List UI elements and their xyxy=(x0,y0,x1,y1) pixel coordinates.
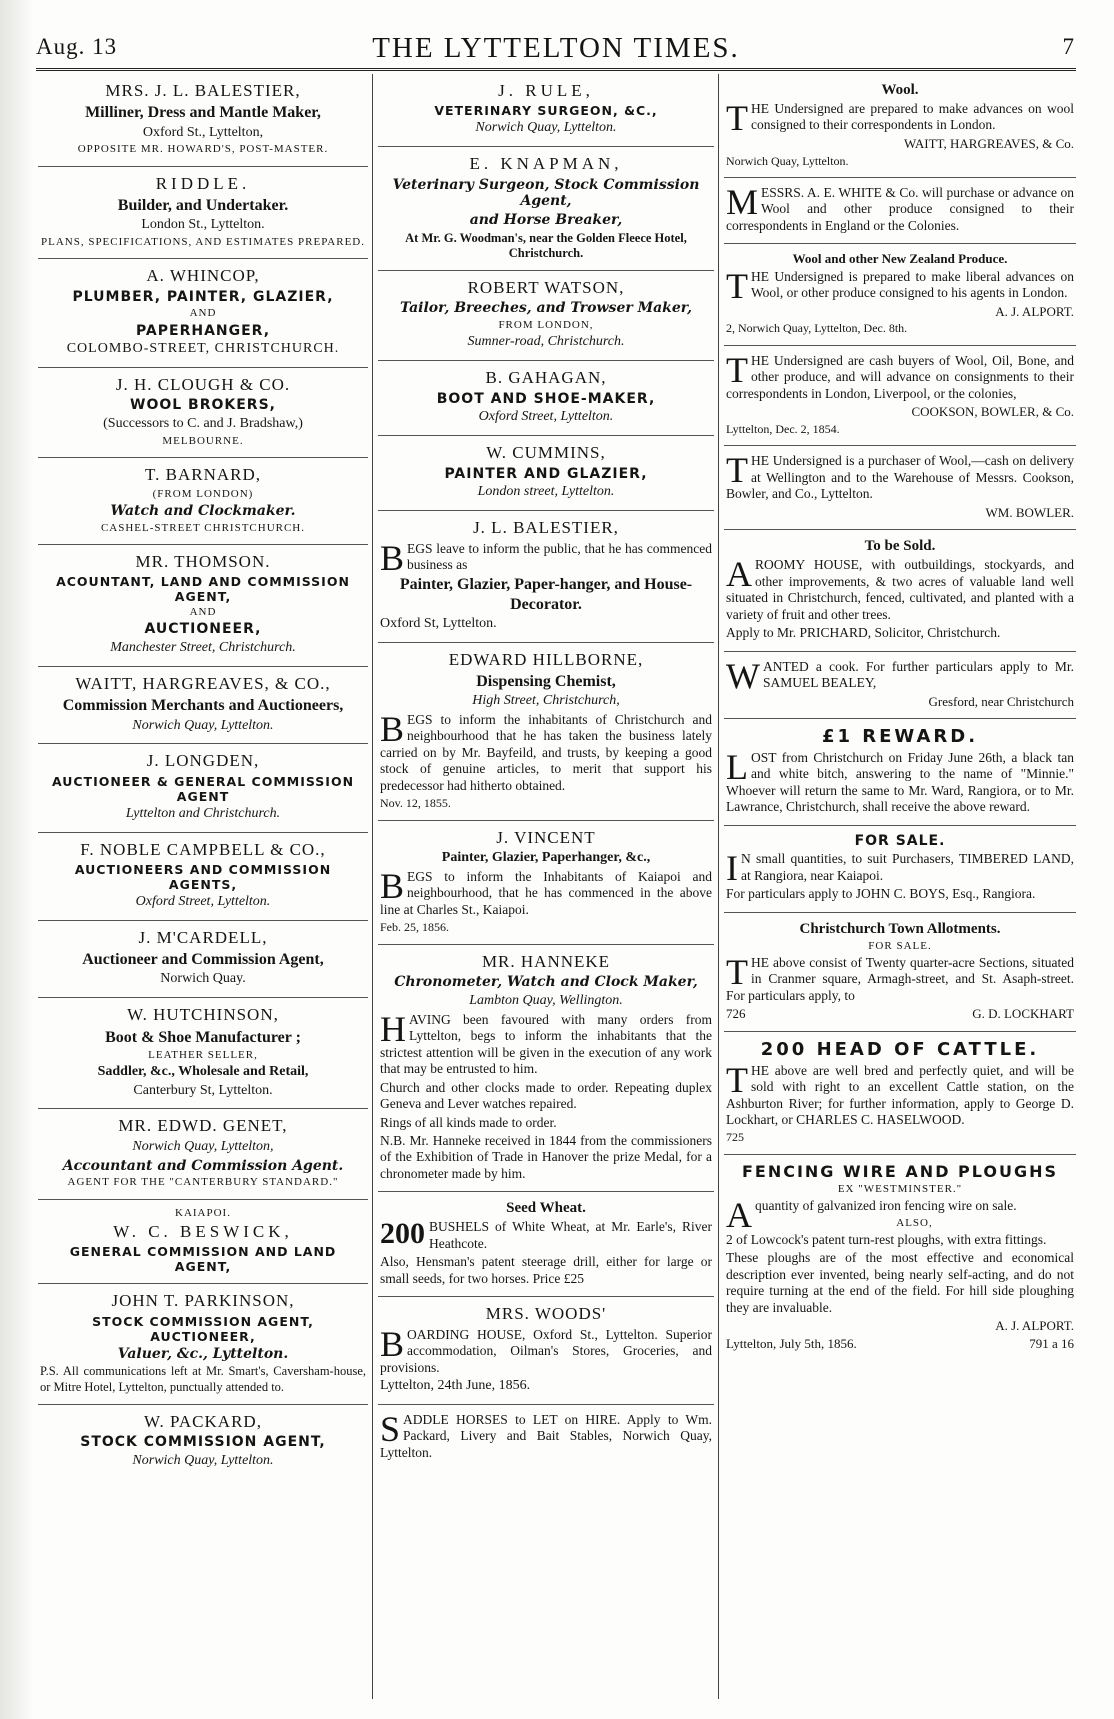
advert-line: Saddler, &c., Wholesale and Retail, xyxy=(97,1063,309,1079)
advert-name: WAITT, HARGREAVES, & CO., xyxy=(75,674,331,693)
advert-line: Watch and Clockmaker. xyxy=(110,502,296,519)
advert-signature: A. J. ALPORT. xyxy=(995,1318,1074,1334)
advert-name: J. M'CARDELL, xyxy=(138,927,268,947)
advert-line: Norwich Quay. xyxy=(160,971,246,987)
advert-line: Dispensing Chemist, xyxy=(476,673,616,690)
advert-waitt-hargreaves xyxy=(38,667,368,744)
advert-line: COLOMBO-STREET, CHRISTCHURCH. xyxy=(66,341,340,357)
advert-name: W. C. BESWICK, xyxy=(113,1221,293,1241)
advert-knapman xyxy=(378,147,714,271)
advert-text: Aquantity of galvanized iron fencing wire on sale. xyxy=(726,1195,1017,1236)
advert-line: PAINTER AND GLAZIER, xyxy=(444,465,648,482)
advert-line: AUCTIONEERS AND COMMISSION AGENTS, xyxy=(74,861,332,892)
advert-bowler xyxy=(724,446,1076,530)
newspaper-title: THE LYTTELTON TIMES. xyxy=(372,32,740,64)
advert-line: AGENT FOR THE "CANTERBURY STANDARD." xyxy=(67,1176,339,1189)
advert-text: SADDLE HORSES to LET on HIRE. Apply to Wm. Packard, Livery and Bait Stables, Norwich Quay, Lyttelton. xyxy=(380,1408,712,1460)
advert-cummins xyxy=(378,436,714,511)
advert-line: AUCTIONEER, xyxy=(144,621,262,638)
advert-text: AROOMY HOUSE, with outbuildings, stockyards, and other improvements, & two acres of valuable land well situated in Christchurch, fenced, cultivated, and planted with a variety of fruit and other trees. xyxy=(726,554,1074,622)
advert-text: BUSHELS of White Wheat, at Mr. Earle's, River Heathcote. xyxy=(429,1219,712,1251)
advert-name: E. KNAPMAN, xyxy=(469,154,623,174)
advert-name: J. H. CLOUGH & CO. xyxy=(115,375,291,395)
advert-name: J. L. BALESTIER, xyxy=(473,518,619,538)
advert-beswick xyxy=(38,1200,368,1285)
advert-name: ROBERT WATSON, xyxy=(467,277,625,297)
advert-house-for-sale xyxy=(724,530,1076,651)
advert-signature: G. D. LOCKHART xyxy=(972,1006,1074,1022)
advert-signature: A. J. ALPORT. xyxy=(995,303,1074,319)
advert-text: LOST from Christchurch on Friday June 26th, a black tan and white bitch, answering to the name of "Minnie." Whoever will return the same to Mr. Ward, Rangiora, or to Mr. Lawrance, Christchurch, shall receive the above reward. xyxy=(726,746,1074,815)
advert-line: AND xyxy=(189,307,217,320)
advert-text: THE Undersigned are cash buyers of Wool, Oil, Bone, and other produce, and will advance on consignments to their correspondents in London, Liverpool, or the colonies, xyxy=(726,349,1074,401)
advert-line: STOCK COMMISSION AGENT, xyxy=(80,1434,326,1451)
advert-line: Oxford Street, Lyttelton. xyxy=(135,893,271,909)
advert-riddle xyxy=(38,167,368,260)
advert-hanneke xyxy=(378,945,714,1193)
advert-line: ACOUNTANT, LAND AND COMMISSION AGENT, xyxy=(56,574,350,605)
advert-date: Feb. 25, 1856. xyxy=(380,920,449,935)
advert-heading: Wool and other New Zealand Produce. xyxy=(792,251,1008,267)
advert-name: W. CUMMINS, xyxy=(486,443,606,463)
advert-line: High Street, Christchurch, xyxy=(472,693,620,709)
advert-seed-wheat xyxy=(378,1192,714,1297)
advert-name: RIDDLE. xyxy=(155,173,251,193)
advert-rule xyxy=(378,74,714,147)
advert-line: AND xyxy=(189,606,217,619)
advert-line: and Horse Breaker, xyxy=(469,212,623,229)
advert-clough xyxy=(38,368,368,458)
advert-text: THE Undersigned is prepared to make liberal advances on Wool, or other produce consigned to his agents in London. xyxy=(726,265,1074,306)
advert-line: Chronometer, Watch and Clock Maker, xyxy=(394,974,698,991)
advert-name: W. HUTCHINSON, xyxy=(127,1005,279,1025)
advert-packard xyxy=(38,1405,368,1479)
advert-line: Sumner-road, Christchurch. xyxy=(467,334,625,350)
advert-line: Accountant and Commission Agent. xyxy=(62,1157,344,1174)
advert-line: Manchester Street, Christchurch. xyxy=(110,640,296,656)
advert-name: MRS. WOODS' xyxy=(485,1304,607,1324)
advert-heading: To be Sold. xyxy=(864,538,936,555)
advert-text: P.S. All communications left at Mr. Smart's, Caversham-house, or Mitre Hotel, Lyttelton, punctually attended to. xyxy=(40,1364,366,1394)
advert-text: 2 of Lowcock's patent turn-rest ploughs, with extra fittings. xyxy=(726,1231,1047,1247)
advert-line: VETERINARY SURGEON, &C., xyxy=(434,103,658,119)
advert-line: Norwich Quay, Lyttelton. xyxy=(132,717,274,733)
advert-number: 200 xyxy=(380,1217,425,1251)
advert-name: MR. THOMSON. xyxy=(135,551,271,571)
advert-line: LEATHER SELLER, xyxy=(148,1048,258,1061)
advert-text: THE Undersigned is a purchaser of Wool,—cash on delivery at Wellington and to the Warehouse of Messrs. Cookson, Bowler, and Co., Lyttelton. xyxy=(726,450,1074,502)
advert-text: THE above are well bred and perfectly quiet, and will be sold with right to an excellent Cattle station, on the Ashburton River; for further information, apply to George D. Lockhart, or CHARLES C. HASELWOOD. xyxy=(726,1059,1074,1127)
advert-vincent xyxy=(378,821,714,945)
advert-name: JOHN T. PARKINSON, xyxy=(111,1291,295,1311)
advert-signature: WM. BOWLER. xyxy=(985,504,1074,520)
advert-white xyxy=(724,178,1076,244)
column-middle xyxy=(378,74,714,1699)
advert-signature: COOKSON, BOWLER, & Co. xyxy=(911,404,1074,420)
advert-line: ALSO, xyxy=(896,1216,933,1229)
advert-line: Oxford St, Lyttelton. xyxy=(380,615,497,631)
advert-line: Painter, Glazier, Paperhanger, &c., xyxy=(441,850,651,866)
advert-text: THE above consist of Twenty quarter-acre Sections, situated in Cranmer square, Armagh-street, and St. Asaph-street. For particulars apply, to xyxy=(726,951,1074,1003)
advert-date: Lyttelton, Dec. 2, 1854. xyxy=(726,421,840,436)
advert-subheading: FOR SALE. xyxy=(868,939,932,952)
advert-date: Lyttelton, 24th June, 1856. xyxy=(380,1378,531,1394)
advert-name: B. GAHAGAN, xyxy=(485,368,607,388)
advert-name: A. WHINCOP, xyxy=(146,266,260,286)
advert-line: London street, Lyttelton. xyxy=(477,484,615,500)
masthead xyxy=(36,28,1076,71)
advert-line: Canterbury St, Lyttelton. xyxy=(133,1082,273,1098)
advert-name: W. PACKARD, xyxy=(144,1411,262,1431)
advert-text: These ploughs are of the most effective and economical description ever invented, being nearly self-acting, and do not require turning at the end of the field. For hill side ploughing they are invaluable. xyxy=(726,1250,1074,1315)
advert-line: Tailor, Breeches, and Trowser Maker, xyxy=(399,300,693,317)
advert-line: Boot & Shoe Manufacturer ; xyxy=(105,1028,301,1046)
advert-date: Nov. 12, 1855. xyxy=(380,796,451,811)
advert-text: BEGS leave to inform the public, that he has commenced business as xyxy=(380,537,712,578)
advert-name: J. LONGDEN, xyxy=(146,751,260,771)
advert-whincop xyxy=(38,259,368,368)
advert-line: WOOL BROKERS, xyxy=(130,397,276,414)
advert-text: THE Undersigned are prepared to make advances on wool consigned to their correspondents in London. xyxy=(726,98,1074,138)
advert-line: Builder, and Undertaker. xyxy=(117,196,289,214)
advert-name: MR. EDWD. GENET, xyxy=(118,1116,288,1136)
advert-line: GENERAL COMMISSION AND LAND AGENT, xyxy=(69,1244,337,1275)
advert-line: Veterinary Surgeon, Stock Commission Agent, xyxy=(392,176,700,210)
advert-line: At Mr. G. Woodman's, near the Golden Fleece Hotel, Christchurch. xyxy=(405,230,687,260)
advert-line: Valuer, &c., Lyttelton. xyxy=(117,1345,289,1362)
advert-woods xyxy=(378,1297,714,1405)
advert-text: BEGS to inform the Inhabitants of Kaiapoi and neighbourhood, that he has commenced in the above line at Charles St., Kaiapoi. xyxy=(380,865,712,917)
advert-line: Commission Merchants and Auctioneers, xyxy=(62,697,344,715)
advert-reward xyxy=(724,719,1076,825)
advert-line: PLUMBER, PAINTER, GLAZIER, xyxy=(72,288,334,305)
advert-mccardell xyxy=(38,921,368,998)
advert-name: T. BARNARD, xyxy=(145,465,261,485)
advert-signature: Gresford, near Christchurch xyxy=(928,693,1074,709)
advert-heading: FENCING WIRE AND PLOUGHS xyxy=(741,1161,1059,1181)
advert-genet xyxy=(38,1109,368,1199)
advert-campbell xyxy=(38,833,368,921)
advert-line: Norwich Quay, Lyttelton. xyxy=(132,1453,274,1469)
advert-line: CASHEL-STREET CHRISTCHURCH. xyxy=(100,521,306,534)
advert-line: BOOT AND SHOE-MAKER, xyxy=(436,390,656,407)
advert-number: 725 xyxy=(726,1130,744,1145)
advert-parkinson xyxy=(38,1284,368,1405)
page-number: 7 xyxy=(1062,34,1074,59)
advert-name: MRS. J. L. BALESTIER, xyxy=(105,81,301,100)
advert-text: MESSRS. A. E. WHITE & Co. will purchase or advance on Wool and other produce consigned to their correspondents in England or the Colonies. xyxy=(726,181,1074,233)
advert-cookson xyxy=(724,346,1076,446)
advert-line: Oxford Street, Lyttelton. xyxy=(478,409,614,425)
advert-line: PAPERHANGER, xyxy=(135,322,271,339)
advert-line: Oxford St., Lyttelton, xyxy=(142,124,264,140)
advert-date: 2, Norwich Quay, Lyttelton, Dec. 8th. xyxy=(726,321,908,336)
advert-line: (FROM LONDON) xyxy=(152,487,254,500)
advert-line: OPPOSITE MR. HOWARD'S, POST-MASTER. xyxy=(77,143,329,156)
advert-heading: 200 HEAD OF CATTLE. xyxy=(760,1038,1040,1060)
column-rule xyxy=(372,74,373,1699)
advert-line: Auctioneer and Commission Agent, xyxy=(82,951,324,969)
advert-heading: Seed Wheat. xyxy=(506,1200,586,1217)
advert-line: FROM LONDON, xyxy=(498,319,594,332)
advert-text: Church and other clocks made to order. Repeating duplex Geneva and Lever watches repaired. xyxy=(380,1079,712,1112)
advert-text: Rings of all kinds made to order. xyxy=(380,1114,557,1130)
advert-text: BEGS to inform the inhabitants of Christchurch and neighbourhood that he has taken the business lately carried on by Mr. Bayfeild, and trusts, by keeping a good stock of genuine articles, to merit that support his predecessor had hitherto obtained. xyxy=(380,708,712,793)
advert-saddle-horses xyxy=(378,1405,714,1470)
advert-line: KAIAPOI. xyxy=(175,1206,231,1219)
advert-town-allotments xyxy=(724,913,1076,1032)
advert-text: WANTED a cook. For further particulars apply to Mr. SAMUEL BEALEY, xyxy=(726,655,1074,696)
advert-name: MR. HANNEKE xyxy=(481,951,611,971)
advert-text: Apply to Mr. PRICHARD, Solicitor, Christchurch. xyxy=(726,625,1001,641)
advert-text: N.B. Mr. Hanneke received in 1844 from the commissioners of the Exhibition of Trade in Hanover the prize Medal, for a chronometer made by him. xyxy=(380,1132,712,1181)
advert-line: STOCK COMMISSION AGENT, AUCTIONEER, xyxy=(92,1313,314,1344)
advert-watson xyxy=(378,271,714,361)
advert-line: Norwich Quay, Lyttelton, xyxy=(132,1138,274,1154)
advert-hutchinson xyxy=(38,998,368,1109)
issue-date: Aug. 13 xyxy=(36,34,118,59)
advert-fencing-wire xyxy=(724,1155,1076,1361)
advert-wanted-cook xyxy=(724,652,1076,720)
advert-number: 726 xyxy=(726,1006,746,1022)
advert-hillborne xyxy=(378,643,714,821)
advert-heading: Wool. xyxy=(881,82,919,98)
advert-text: Also, Hensman's patent steerage drill, either for large or small seeds, for two horses. Price £25 xyxy=(380,1254,712,1286)
advert-line: London St., Lyttelton. xyxy=(141,217,265,233)
advert-name: F. NOBLE CAMPBELL & CO., xyxy=(80,839,326,859)
advert-balestier-milliner xyxy=(38,74,368,167)
advert-name: EDWARD HILLBORNE, xyxy=(448,649,644,669)
advert-number: 791 a 16 xyxy=(1029,1335,1074,1351)
advert-name: J. RULE, xyxy=(498,81,594,100)
advert-line: AUCTIONEER & GENERAL COMMISSION AGENT xyxy=(51,773,355,804)
advert-date: Lyttelton, July 5th, 1856. xyxy=(726,1335,857,1351)
advert-line: Milliner, Dress and Mantle Maker, xyxy=(85,104,321,122)
advert-nz-produce xyxy=(724,244,1076,346)
advert-subheading: EX "WESTMINSTER." xyxy=(837,1183,963,1196)
advert-date: Norwich Quay, Lyttelton. xyxy=(726,153,849,168)
advert-line: Painter, Glazier, Paper-hanger, and House-Decorator. xyxy=(399,576,693,613)
advert-line: Norwich Quay, Lyttelton. xyxy=(475,120,617,136)
advert-line: MELBOURNE. xyxy=(162,435,244,448)
advert-longden xyxy=(38,744,368,832)
advert-text: IN small quantities, to suit Purchasers, TIMBERED LAND, at Rangiora, near Kaiapoi. xyxy=(726,848,1074,889)
advert-text: HAVING been favoured with many orders from Lyttelton, begs to inform the inhabitants that the strictest attention will be given in the execution of any work that may be entrusted to him. xyxy=(380,1008,712,1077)
advert-line: Lyttelton and Christchurch. xyxy=(125,805,281,821)
advert-signature: WAITT, HARGREAVES, & Co. xyxy=(904,135,1074,151)
column-right xyxy=(724,74,1076,1699)
advert-gahagan xyxy=(378,361,714,436)
advert-thomson xyxy=(38,545,368,667)
advert-heading: FOR SALE. xyxy=(854,832,946,849)
column-rule xyxy=(718,74,719,1699)
advert-barnard xyxy=(38,458,368,545)
advert-balestier-painter xyxy=(378,511,714,643)
advert-heading: Christchurch Town Allotments. xyxy=(799,920,1001,937)
advert-line: PLANS, SPECIFICATIONS, AND ESTIMATES PREPARED. xyxy=(40,235,365,248)
advert-heading: £1 REWARD. xyxy=(821,726,979,748)
advert-line: (Successors to C. and J. Bradshaw,) xyxy=(103,416,303,432)
advert-text: For particulars apply to JOHN C. BOYS, Esq., Rangiora. xyxy=(726,886,1036,902)
column-left xyxy=(38,74,368,1699)
advert-text: BOARDING HOUSE, Oxford St., Lyttelton. Superior accommodation, Oilman's Stores, Groceries, and provisions. xyxy=(380,1323,712,1375)
advert-name: J. VINCENT xyxy=(496,827,596,847)
advert-wool xyxy=(724,74,1076,178)
advert-timbered-land xyxy=(724,826,1076,913)
advert-cattle xyxy=(724,1032,1076,1155)
advert-line: Lambton Quay, Wellington. xyxy=(469,992,623,1008)
